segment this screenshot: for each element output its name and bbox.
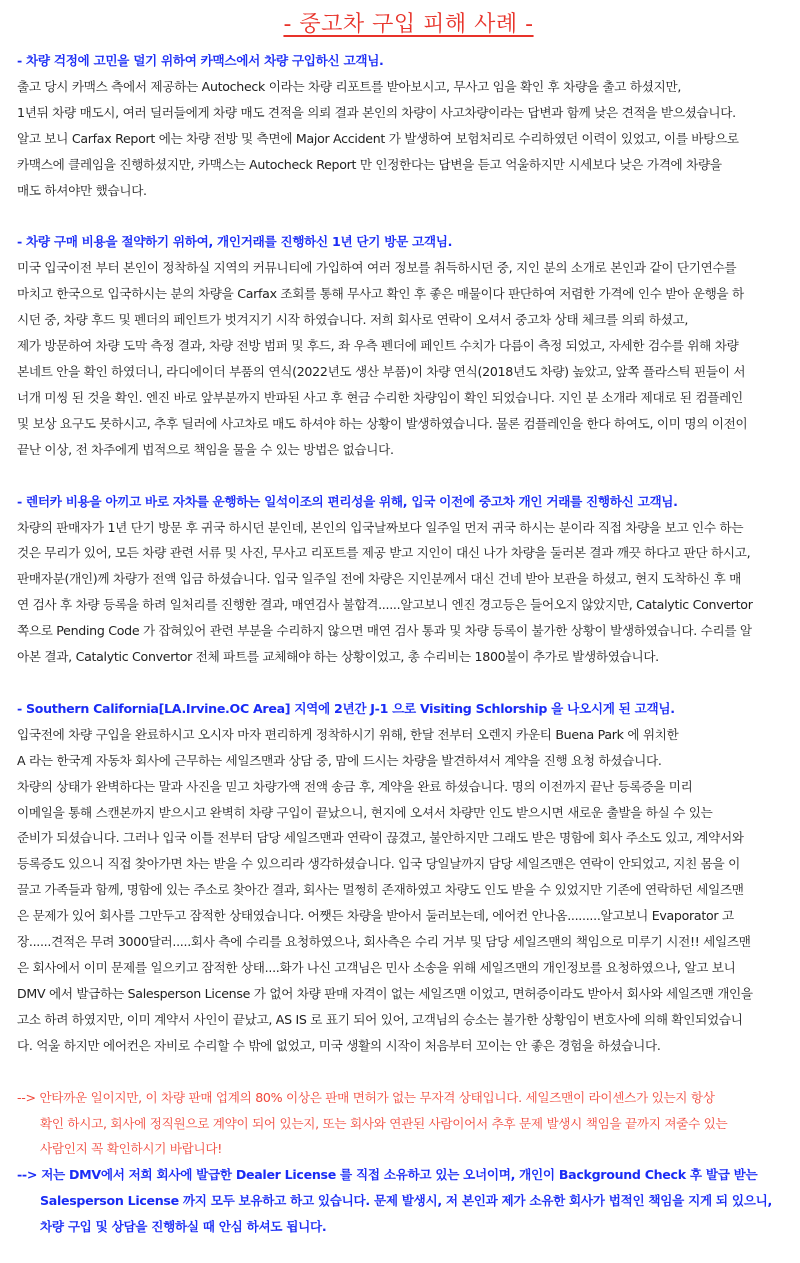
- case-heading: - 차량 구매 비용을 절약하기 위하여, 개인거래를 진행하신 1년 단기 방문 고객님.: [17, 234, 453, 250]
- case-text-line: A 라는 한국계 자동차 회사에 근무하는 세일즈맨과 상담 중, 맘에 드시는 차량을 발견하셔서 계약을 진행 요청 하셨습니다.: [17, 752, 662, 768]
- case-text-line: 제가 방문하여 차량 도막 측정 결과, 차량 전방 범퍼 및 후드, 좌 우측 펜더에 페인트 수치가 다름이 측정 되었고, 자세한 검수를 위해 차량: [17, 338, 739, 354]
- note-line: 차량 구입 및 상담을 진행하실 때 안심 하셔도 됩니다.: [40, 1219, 327, 1235]
- page-title: - 중고차 구입 피해 사례 -: [283, 12, 534, 37]
- case-text-line: 다. 억울 하지만 에어컨은 자비로 수리할 수 밖에 없었고, 미국 생활의 시작이 처음부터 꼬이는 안 좋은 경험을 하셨습니다.: [17, 1037, 661, 1053]
- notes: [17, 1085, 800, 1240]
- case-text-line: 차량의 상태가 완벽하다는 말과 사진을 믿고 차량가액 전액 송금 후, 계약을 완료 하셨습니다. 명의 이전까지 끝난 등록증을 미리: [17, 778, 693, 794]
- warning-note: [17, 1085, 800, 1163]
- case-text-line: 이메일을 통해 스캔본까지 받으시고 완벽히 차량 구입이 끝났으니, 현지에 오셔서 차량만 인도 받으시면 새로운 출발을 하실 수 있는: [17, 804, 713, 820]
- case-text-line: 카맥스에 클레임을 진행하셨지만, 카맥스는 Autocheck Report 만 인정한다는 답변을 듣고 억울하지만 시세보다 낮은 가격에 차량을: [17, 156, 722, 172]
- note-line: 사람인지 꼭 확인하시기 바랍니다!: [40, 1141, 222, 1157]
- case-text-line: 장......견적은 무려 3000달러.....회사 측에 수리를 요청하였으나, 회사측은 수리 거부 및 담당 세일즈맨의 책임으로 미루기 시전!! 세일즈맨: [17, 934, 751, 950]
- case-heading: - Southern California[LA.Irvine.OC Area] 지역에 2년간 J-1 으로 Visiting Schlorship 을 나오시게 된 고객님.: [17, 700, 675, 716]
- case-text-line: 은 회사에서 이미 문제를 일으키고 잠적한 상태....화가 나신 고객님은 민사 소송을 위해 세일즈맨의 개인정보를 요청하였으나, 알고 보니: [17, 960, 736, 975]
- case-text-line: 아본 결과, Catalytic Convertor 전체 파트를 교체해야 하는 상황이었고, 총 수리비는 1800불이 추가로 발생하였습니다.: [17, 649, 659, 665]
- case-text-line: 것은 무리가 있어, 모든 차량 관련 서류 및 사진, 무사고 리포트를 제공 받고 지인이 대신 나가 차량을 둘러본 결과 깨끗 하다고 판단 하시고,: [17, 545, 751, 561]
- case-text-line: DMV 에서 발급하는 Salesperson License 가 없어 차량 판매 자격이 없는 세일즈맨 이었고, 면허증이라도 받아서 회사와 세일즈맨 개인을: [17, 985, 753, 1001]
- case-text-line: 및 보상 요구도 못하시고, 추후 딜러에 사고차로 매도 하셔야 하는 상황이 발생하였습니다. 물론 컴플레인을 한다 하여도, 이미 명의 이전이: [17, 415, 748, 431]
- case-text-line: 시던 중, 차량 후드 및 펜더의 페인트가 벗겨지기 시작 하였습니다. 저희 회사로 연락이 오셔서 중고차 상태 체크를 의뢰 하셨고,: [17, 312, 689, 328]
- case-sections: [17, 48, 800, 1059]
- note-line: --> 안타까운 일이지만, 이 차량 판매 업계의 80% 이상은 판매 면허가 없는 무자격 상태입니다. 세일즈맨이 라이센스가 있는지 항상: [17, 1089, 715, 1105]
- case-text-line: 너개 미씽 된 것을 확인. 엔진 바로 앞부분까지 반파된 사고 후 현금 수리한 차량임이 확인 되었습니다. 지인 분 소개라 제대로 된 컴플레인: [17, 389, 743, 405]
- case-section: [17, 696, 800, 1059]
- case-heading: - 차량 걱정에 고민을 덜기 위하여 카맥스에서 차량 구입하신 고객님.: [17, 53, 384, 68]
- case-section: [17, 229, 800, 462]
- note-line: Salesperson License 까지 모두 보유하고 하고 있습니다. 문제 발생시, 저 본인과 제가 소유한 회사가 법적인 책임을 지게 되 있으니,: [40, 1193, 772, 1209]
- case-heading: - 렌터카 비용을 아끼고 바로 자차를 운행하는 일석이조의 편리성을 위해, 입국 이전에 중고차 개인 거래를 진행하신 고객님.: [17, 493, 678, 509]
- case-text-line: 마치고 한국으로 입국하시는 분의 차량을 Carfax 조회를 통해 무사고 확인 후 좋은 매물이다 판단하여 저렴한 가격에 인수 받아 운행을 하: [17, 286, 744, 302]
- case-text-line: 끌고 가족들과 함께, 명함에 있는 주소로 찾아간 결과, 회사는 멀쩡히 존재하였고 차량도 인도 받을 수 있었지만 기존에 연락하던 세일즈맨: [17, 882, 744, 898]
- assurance-note: [17, 1162, 800, 1240]
- case-text-line: 출고 당시 카맥스 측에서 제공하는 Autocheck 이라는 차량 리포트를 받아보시고, 무사고 임을 확인 후 차량을 출고 하셨지만,: [17, 78, 682, 94]
- case-section: [17, 489, 800, 670]
- case-text-line: 끝난 이상, 전 차주에게 법적으로 책임을 물을 수 있는 방법은 없습니다.: [17, 441, 394, 457]
- case-text-line: 고소 하려 하였지만, 이미 계약서 사인이 끝났고, AS IS 로 표기 되어 있어, 고객님의 승소는 불가한 상황임이 변호사에 의해 확인되었습니: [17, 1011, 743, 1027]
- case-section: [17, 48, 800, 203]
- note-line: --> 저는 DMV에서 저희 회사에 발급한 Dealer License 를 직접 소유하고 있는 오너이며, 개인이 Background Check 후 발급 받는: [17, 1167, 758, 1183]
- case-text-line: 알고 보니 Carfax Report 에는 차량 전방 및 측면에 Major Accident 가 발생하여 보험처리로 수리하였던 이력이 있었고, 이를 바탕으로: [17, 130, 739, 146]
- case-text-line: 차량의 판매자가 1년 단기 방문 후 귀국 하시던 분인데, 본인의 입국날짜보다 일주일 먼저 귀국 하시는 분이라 직접 차량을 보고 인수 하는: [17, 519, 744, 535]
- case-text-line: 판매자분(개인)께 차량가 전액 입금 하셨습니다. 입국 일주일 전에 차량은 지인분께서 대신 건네 받아 보관을 하셨고, 현지 도착하신 후 매: [17, 571, 742, 587]
- case-text-line: 미국 입국이전 부터 본인이 정착하실 지역의 커뮤니티에 가입하여 여러 정보를 취득하시던 중, 지인 분의 소개로 본인과 같이 단기연수를: [17, 260, 737, 276]
- case-text-line: 본네트 안을 확인 하였더니, 라디에이더 부품의 연식(2022년도 생산 부품)이 차량 연식(2018년도 차량) 높았고, 앞쪽 플라스틱 핀들이 서: [17, 363, 746, 379]
- note-line: 확인 하시고, 회사에 정직원으로 계약이 되어 있는지, 또는 회사와 연관된 사람이어서 추후 문제 발생시 책임을 끝까지 져줄수 있는: [40, 1115, 728, 1131]
- case-text-line: 입국전에 차량 구입을 완료하시고 오시자 마자 편리하게 정착하시기 위해, 한달 전부터 오렌지 카운티 Buena Park 에 위치한: [17, 726, 679, 742]
- case-text-line: 준비가 되셨습니다. 그러나 입국 이틀 전부터 담당 세일즈맨과 연락이 끊겼고, 불안하지만 그래도 받은 명함에 회사 주소도 있고, 계약서와: [17, 830, 744, 846]
- case-text-line: 등록증도 있으니 직접 찾아가면 차는 받을 수 있으리라 생각하셨습니다. 입국 당일날까지 담당 세일즈맨은 연락이 안되었고, 지친 몸을 이: [17, 856, 740, 872]
- case-text-line: 매도 하셔야만 했습니다.: [17, 182, 147, 198]
- case-text-line: 1년뒤 차량 매도시, 여러 딜러들에게 차량 매도 견적을 의뢰 결과 본인의 차량이 사고차량이라는 답변과 함께 낮은 견적을 받으셨습니다.: [17, 104, 736, 120]
- case-text-line: 은 문제가 있어 회사를 그만두고 잠적한 상태였습니다. 어쨋든 차량을 받아서 둘러보는데, 에어컨 안나옴.........알고보니 Evaporator 고: [17, 908, 734, 924]
- case-text-line: 연 검사 후 차량 등록을 하려 일처리를 진행한 결과, 매연검사 불합격......알고보니 엔진 경고등은 들어오지 않았지만, Catalytic Convertor: [17, 597, 753, 613]
- case-text-line: 쪽으로 Pending Code 가 잡혀있어 관련 부분을 수리하지 않으면 매연 검사 통과 및 차량 등록이 불가한 상황이 발생하였습니다. 수리를 알: [17, 623, 752, 639]
